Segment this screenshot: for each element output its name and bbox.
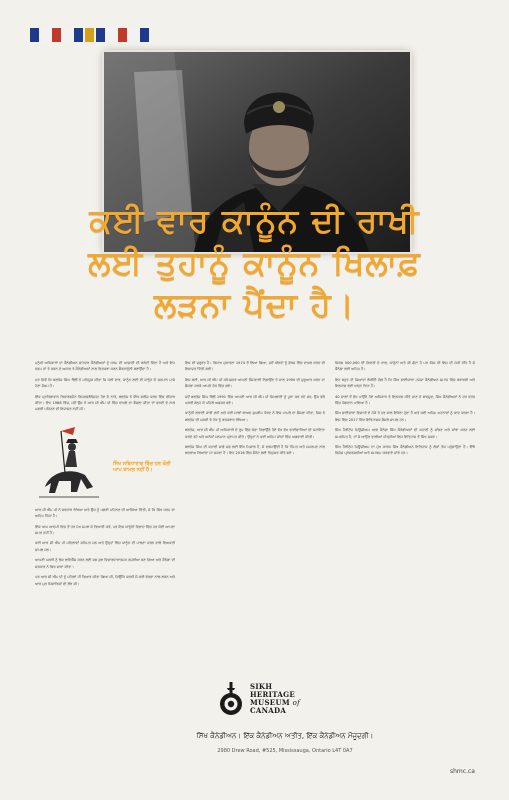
paragraph: ਬਲਤੇਜ ਸਿੰਘ ਦੀ ਕਹਾਣੀ ਸਾਡੇ ਸਭ ਲਈ ਇੱਕ ਮਿਸਾਲ ਹੈ, ਜੋ ਦਰਸਾਉਂਦੀ ਹੈ ਕਿ ਹਿੰਮਤ ਅਤੇ ਸਮਰਪਣ ਨਾਲ ਬਦਲਾਅ ਲਿਆਂਦਾ ਜਾ ਸਕਦਾ ਹੈ। ਇਹ 2016 ਵਿੱਚ ਸੈਨੇਟ ਲਈ ਨਿਯੁਕਤ ਕੀਤੇ ਗਏ। xyxy=(185,445,325,456)
paragraph: ਆਰ ਸੀ ਐੱਮ ਪੀ ਨੇ ਸਰਕਾਰ ਰੱਖਿਆ ਅਤੇ ਉਸ ਨੂੰ ਪਗੜੀ ਪਹਿਨਣ ਦੀ ਆਗਿਆ ਦਿੱਤੀ, ਜੋ ਕਿ ਸਿੱਖ ਧਰਮ ਦਾ ਅਹਿਮ ਹਿੱਸਾ ਹੈ। xyxy=(35,507,175,519)
paragraph: ਇਸ ਲਈ, ਆਰ ਸੀ ਐੱਮ ਪੀ ਕਮਿਸ਼ਨਰ ਆਪਣੀ ਜਿੰਮੇਵਾਰੀ ਨਿਭਾਉਣ ਤੇ ਸਾਲ 1990 ਦੀ ਸ਼ੁਰੂਆਤ ਕਰਨ ਦਾ ਫ਼ੈਸਲਾ ਕਰਕੇ ਆਪਣੇ ਹੱਕ ਵਿੱਚ ਗਏ। xyxy=(185,377,325,389)
paragraph: 40 ਸਾਲਾਂ ਤੋਂ ਵੱਧ ਪਾਉਂਦੇ ਹੋਏ ਅਧਿਕਾਰ ਤੇ ਇਨਸਾਫ਼ ਕੀਤੇ ਜਾਣ ਦੇ ਬਾਵਜੂਦ, ਸਿੱਖ ਕੈਨੇਡੀਅਨਾਂ ਨੇ ਹਰ ਖੇਤਰ ਵਿੱਚ ਯੋਗਦਾਨ ਪਾਇਆ ਹੈ। xyxy=(335,394,475,406)
medal-ribbon-icon xyxy=(30,28,149,42)
paragraph: ਸਿੱਖ ਭਾਈਚਾਰਾ ਵਿਸਾਖੀ ਦੇ ਮੌਕੇ ਤੇ ਹਰ ਸਾਲ ਇਕੱਠਾ ਹੁੰਦਾ ਹੈ ਅਤੇ ਕਈ ਅਹਿਮ ਘਟਨਾਵਾਂ ਨੂੰ ਯਾਦ ਕਰਦਾ ਹੈ। ਇਸ ਵਿੱਚ 2017 ਵਿੱਚ ਇਤਿਹਾਸਕ ਫ਼ੈਸਲੇ ਸ਼ਾਮਲ ਹਨ। xyxy=(335,411,475,422)
museum-logo xyxy=(218,680,300,718)
headline xyxy=(30,200,479,326)
ribbon-stripe xyxy=(74,28,83,42)
illustration-caption: ਸਿੱਖ ਸਵਿਧਾਰਾਵ ਵਿੱਚ ਹਰ ਕੋਈ ਆਪ ਸ਼ਾਮਲ ਨਹੀਂ ਹੈ। xyxy=(113,460,171,473)
paragraph: ਇੱਕ ਪ੍ਰਤਿਭਾਵਾਨ ਰਿਕਾਰਡਮੈਨ ਰਿਸਰਚਲੋਜਿਸਟ ਹੋਣ ਦੇ ਨਾਤੇ, ਬਲਤੇਜ ਨੇ ਇੱਕ ਫਰੀਜ਼ ਕਰਨ ਵਿੱਚ ਵੀਚਾਰ ਕੀਤਾ। ਇਹ 1988 ਵਿੱਚ, ਜਦੋਂ ਉਸ ਨੇ ਆਰ ਸੀ ਐੱਮ ਪੀ ਵਿੱਚ ਦਾਖ਼ਲੇ ਦਾ ਫੈਸਲਾ ਕੀਤਾ ਤਾਂ ਵਰਦੀ ਦੇ ਨਾਲ ਪਗੜੀ ਪਹਿਨਣ ਦੀ ਇਜਾਜ਼ਤ ਨਹੀਂ ਸੀ। xyxy=(35,394,175,412)
paragraph: ਜਦੋਂ ਬਲਤੇਜ ਸਿੰਘ ਢਿੱਲੋਂ 1991 ਵਿੱਚ ਆਪਣੀ ਆਰ ਸੀ ਐੱਮ ਪੀ ਸਿਖਲਾਈ ਨੂੰ ਪੂਰਾ ਕਰ ਰਹੇ ਸਨ, ਉਸ ਵੇਲੇ ਪਗੜੀ ਬੰਨ੍ਹ ਕੇ ਪਹਿਲੇ ਅਫ਼ਸਰ ਬਣੇ। xyxy=(185,394,325,406)
paragraph: ਇਸ ਦੀ ਜ਼ਰੂਰਤ ਹੈ। ਵਿਸਾਖ ਸੁਧਾਰਨਾ 1974 ਤੋਂ ਲਿਆ ਗਿਆ, ਜਦੋਂ ਔਰਤਾਂ ਨੂੰ ਫ਼ੋਰਸ ਵਿੱਚ ਦਾਖ਼ਲ ਕਰਨ ਦੀ ਇਜਾਜ਼ਤ ਦਿੱਤੀ ਗਈ। xyxy=(185,361,325,372)
paragraph: ਸਿੱਖ ਹੈਰੀਟੇਜ ਮਿਊਜ਼ੀਅਮ ਆਫ਼ ਕੈਨੇਡਾ ਸਿੱਖ ਕੈਨੇਡੀਅਨਾਂ ਦੀ ਕਹਾਣੀ ਨੂੰ ਸਾਂਭਣ ਅਤੇ ਸਾਂਝਾ ਕਰਨ ਲਈ ਸਮਰਪਿਤ ਹੈ, ਤਾਂ ਜੋ ਆਉਣ ਵਾਲੀਆਂ ਪੀੜ੍ਹੀਆਂ ਇਸ ਇਤਿਹਾਸ ਤੋਂ ਸਿੱਖ ਸਕਣ। xyxy=(335,428,475,439)
paragraph: ਇੱਕ ਆਮ ਆਦਮੀ ਵਿਚ ਤੋਂ ਹਰ ਪੱਖ ਸਮਝ ਕੇ ਤਿਆਰੀ ਕਰੋ, ਪਰ ਇਸ ਕਾਨੂੰਨੀ ਵਿਵਾਦ ਵਿੱਚ ਹਰ ਕੋਈ ਆਪਣਾ ਸਮਰ ਨਹੀਂ ਹੈ। xyxy=(35,524,175,536)
ribbon-stripe xyxy=(85,28,94,42)
ribbon-stripe xyxy=(129,28,138,42)
paragraph: ਸਿਰਫ਼ 500,000 ਦੀ ਗਿਣਤੀ ਦੇ ਨਾਲ, ਕਾਨੂੰਨਾਂ ਅਤੇ ਕੀ ਛੋਟਾ ਹੈ ਪਰ ਕਿਸ ਦੀ ਇਸ ਦੀ ਪੱਕੀ ਨੀਂਹ ਹੈ ਜੋ ਕੈਨੇਡਾ ਲਈ ਅਹਿਮ ਹੈ। xyxy=(335,361,475,372)
paragraph: ਪਰ ਆਰ ਸੀ ਐੱਮ ਪੀ ਨੂੰ ਪਹਿਲਾਂ ਹੀ ਤਿਆਰ ਕੀਤਾ ਗਿਆ ਸੀ, ਕਿਉਂਕਿ ਕਰਨੀ ਜੋ ਕਈ ਵੇਰਵਾ ਨਾਲ ਲੜਨ ਅਤੇ ਆਰ ਮੁੜ ਸਿਫਾਰਿਸ਼ਾਂ ਦੀ ਲੋੜ ਸੀ। xyxy=(35,575,175,586)
museum-of-word: of xyxy=(292,699,301,707)
ribbon-stripe xyxy=(63,28,72,42)
ribbon-stripe xyxy=(52,28,61,42)
paragraph: ਇਹ ਬਹੁਤ ਹੀ ਜ਼ਿਆਦਾ ਲੋੜੀਂਦੀ ਗੱਲ ਹੈ ਕਿ ਸਿੱਖ ਭਾਈਚਾਰਾ ਹਮੇਸ਼ਾ ਕੈਨੇਡੀਅਨ ਸਮਾਜ ਵਿੱਚ ਬਰਾਬਰੀ ਅਤੇ ਇਨਸਾਫ਼ ਲਈ ਖੜ੍ਹਾ ਰਿਹਾ ਹੈ। xyxy=(335,377,475,389)
headline-line-2: ਲਈ ਤੁਹਾਨੂੰ ਕਾਨੂੰਨ ਖਿਲਾਫ਼ xyxy=(88,243,421,282)
museum-name-line-4: CANADA xyxy=(250,706,287,715)
paragraph: ਸਿੱਖ ਹੈਰੀਟੇਜ ਮਿਊਜ਼ੀਅਮ ਦਾ ਮੁੱਖ ਕਾਰਜ ਸਿੱਖ ਕੈਨੇਡੀਅਨ ਇਤਿਹਾਸ ਨੂੰ ਲੋਕਾਂ ਤੱਕ ਪਹੁੰਚਾਉਣਾ ਹੈ। ਇੱਥੇ ਵਿਸ਼ੇਸ਼ ਪ੍ਰਦਰਸ਼ਨੀਆਂ ਅਤੇ ਸਮਾਗਮ ਕਰਵਾਏ ਜਾਂਦੇ ਹਨ। xyxy=(335,445,475,456)
ribbon-stripe xyxy=(30,28,39,42)
ribbon-stripe xyxy=(41,28,50,42)
article-body xyxy=(35,360,475,652)
paragraph: ਕਾਨੂੰਨੀ ਲੜਾਈ ਜਾਰੀ ਰਹੀ ਅਤੇ ਕਈ ਸਾਲਾਂ ਬਾਅਦ ਸੁਪਰੀਮ ਕੋਰਟ ਨੇ ਇਸ ਮਾਮਲੇ ਦਾ ਫ਼ੈਸਲਾ ਕੀਤਾ, ਜਿਸ ਨੇ ਬਲਤੇਜ ਦੀ ਪਗੜੀ ਦੇ ਹੱਕ ਨੂੰ ਬਰਕਰਾਰ ਰੱਖਿਆ। xyxy=(185,411,325,422)
paragraph: ਪਰ ਜਿਵੇਂ ਕਿ ਬਲਤੇਜ ਸਿੰਘ ਢਿੱਲੋਂ ਨੇ ਮਹਿਸੂਸ ਕੀਤਾ ਕਿ ਕਈ ਵਾਰ, ਕਾਨੂੰਨ ਲਈ ਵੀ ਕਾਨੂੰਨ ਦੇ ਸਨਮਾਨ ਪਾਸੇ ਹੋਣਾ ਜੋਖ਼ਮ ਹੈ। xyxy=(35,377,175,389)
mountie-illustration xyxy=(35,417,175,503)
headline-line-3: ਲੜਨਾ ਪੈਂਦਾ ਹੈ। xyxy=(154,285,355,324)
ribbon-stripe xyxy=(140,28,149,42)
museum-name-line-2: HERITAGE xyxy=(250,690,296,699)
ribbon-stripe xyxy=(107,28,116,42)
headline-line-1: ਕਈ ਵਾਰ ਕਾਨੂੰਨ ਦੀ ਰਾਖੀ xyxy=(89,201,420,240)
museum-name xyxy=(250,683,300,715)
museum-name-line-1: SIKH xyxy=(250,682,273,691)
website-link[interactable]: shmc.ca xyxy=(450,768,475,775)
article-column-2 xyxy=(185,360,325,652)
paragraph: ਬਲਤੇਜ, ਆਰ ਸੀ ਐੱਮ ਪੀ ਅਧਿਕਾਰੀ ਦੇ ਰੂਪ ਵਿੱਚ ਸੇਵਾ ਨਿਭਾਉਂਦੇ ਹੋਏ ਵੱਖ ਵੱਖ ਭਾਈਚਾਰਿਆਂ ਦੀ ਸਹਾਇਤਾ ਕਰਦੇ ਰਹੇ ਅਤੇ ਅਨੇਕਾਂ ਸਨਮਾਨ ਪ੍ਰਾਪਤ ਕੀਤੇ। ਉਨ੍ਹਾਂ ਨੇ ਕਈ ਅਹਿਮ ਜਾਂਚਾਂ ਵਿੱਚ ਅਗਵਾਈ ਕੀਤੀ। xyxy=(185,428,325,439)
khanda-icon xyxy=(218,680,244,718)
paragraph: ਮਨੁੱਖੀ ਅਧਿਕਾਰਾਂ ਦਾ ਕੈਨੇਡੀਅਨ ਚਾਰਟਰ ਕੈਨੇਡੀਅਨਾਂ ਨੂੰ ਧਰਮ ਦੀ ਆਜ਼ਾਦੀ ਦੀ ਗਰੰਟੀ ਦਿੰਦਾ ਹੈ ਅਤੇ ਇਹ ਧਰਮ ਨਾਂ ਤੇ ਕਰਨ ਦੇ ਅਧਾਰ ਤੇ ਕੈਨੇਡੀਅਨਾਂ ਨਾਲ ਵਿਤਕਰਾ ਕਰਨ ਗੈਰਕਾਨੂੰਨੀ ਬਣਾਉਂਦਾ ਹੈ। xyxy=(35,361,175,372)
museum-word: MUSEUM xyxy=(250,698,290,707)
article-column-3 xyxy=(335,360,475,652)
ribbon-stripe xyxy=(118,28,127,42)
tagline: ਸਿੱਖ ਕੈਨੇਡੀਅਨ। ਇੱਕ ਕੈਨੇਡੀਅਨ ਅਤੀਤ, ਇੱਕ ਕੈਨੇਡੀਅਨ ਮੌਜੂਦਗੀ। xyxy=(196,732,374,740)
paragraph: ਕਈ ਆਰ ਸੀ ਐੱਮ ਪੀ ਮਹਿਲਾਵਾਂ ਸਹਿਮਤ ਸਨ ਅਤੇ ਉਨ੍ਹਾਂ ਵਿੱਚ ਕਾਨੂੰਨ ਦੀ ਪਾਲਣਾ ਕਰਨ ਵਾਲੇ ਵਿਅਕਤੀ ਸ਼ਾਮਲ ਸਨ। xyxy=(35,541,175,552)
article-column-1 xyxy=(35,360,175,652)
address: 2980 Drew Road, #525, Mississauga, Ontario L4T 0A7 xyxy=(217,748,353,754)
ribbon-stripe xyxy=(96,28,105,42)
paragraph: ਆਪਣੀ ਪਗੜੀ ਨੂੰ ਲੱਕ ਲਾਇਸੈਂਸ ਕਰਨ ਲਈ ਸਭ ਕੁਝ ਵਿਚਾਰਧਾਰਾਤਮਕ ਨਜ਼ਰੀਆ ਬਣ ਗਿਆ ਅਤੇ ਕੈਨੇਡਾ ਦੀ ਸਰਕਾਰ ਨੇ ਫਿਰ ਸਾਰਾ ਕੀਤਾ। xyxy=(35,558,175,569)
